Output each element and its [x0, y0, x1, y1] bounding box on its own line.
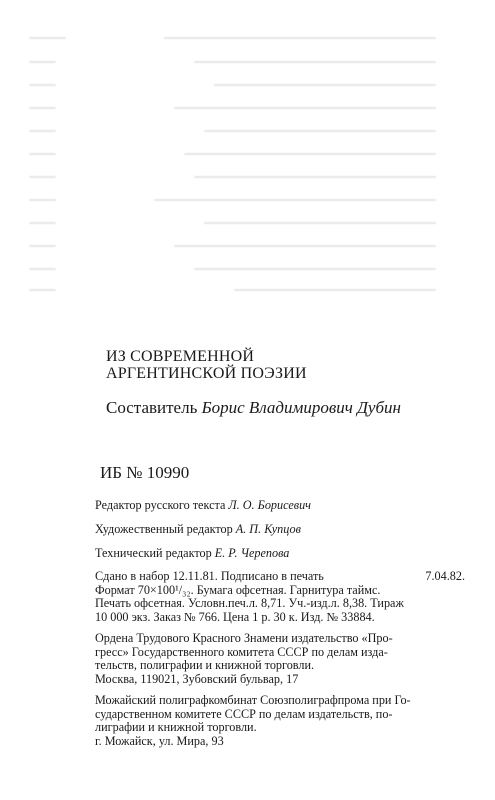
bleed-through-strokes [0, 0, 495, 310]
print-info-sign-date: 7.04.82. [425, 569, 465, 583]
publisher-line-4: Москва, 119021, Зубовский бульвар, 17 [95, 671, 299, 686]
compiler-credit [106, 398, 401, 418]
print-info-dates: Сдано в набор 12.11.81. Подписано в печать [95, 569, 324, 583]
publisher-line-1: Ордена Трудового Красного Знамени издательство «Про- [95, 631, 393, 645]
credit-person: Л. О. Борисевич [228, 498, 311, 512]
credit-role: Художественный редактор [95, 522, 233, 536]
compiler-label: Составитель [106, 398, 198, 417]
credit-line-tech-editor [95, 546, 311, 560]
book-title-line-2: АРГЕНТИНСКОЙ ПОЭЗИИ [106, 365, 307, 382]
printer-line-2: сударственном комитете СССР по делам издательств, по- [95, 706, 393, 721]
printer-line-4: г. Можайск, ул. Мира, 93 [95, 733, 224, 748]
book-title-line-1: ИЗ СОВРЕМЕННОЙ [106, 348, 255, 365]
credit-line-art-editor [95, 522, 311, 536]
compiler-name: Борис Владимирович Дубин [201, 398, 401, 417]
print-info-line-2: Формат 70×100¹/₃₂. Бумага офсетная. Гарнитура таймс. [95, 582, 381, 597]
bleed-through-texture [0, 0, 495, 310]
print-info-line-1 [95, 570, 465, 584]
credit-person: А. П. Купцов [235, 522, 301, 536]
printer-info [95, 694, 465, 748]
ib-number: ИБ № 10990 [100, 463, 190, 482]
publisher-line-2: гресс» Государственного комитета СССР по делам изда- [95, 644, 388, 659]
credit-role: Технический редактор [95, 546, 212, 560]
publisher-info [95, 632, 465, 686]
credit-line-text-editor [95, 498, 311, 512]
printer-line-3: лиграфии и книжной торговли. [95, 720, 257, 734]
printer-line-1: Можайский полиграфкомбинат Союзполиграфпрома при Го- [95, 693, 411, 707]
print-info [95, 570, 465, 624]
print-info-line-4: 10 000 экз. Заказ № 766. Цена 1 р. 30 к. Изд. № 33884. [95, 609, 375, 624]
print-info-line-3: Печать офсетная. Условн.печ.л. 8,71. Уч.-изд.л. 8,38. Тираж [95, 596, 404, 610]
credit-person: Е. Р. Черепова [214, 546, 290, 560]
credit-role: Редактор русского текста [95, 498, 226, 512]
editor-credits [95, 498, 311, 570]
publisher-line-3: тельств, полиграфии и книжной торговли. [95, 658, 315, 672]
imprint-block [95, 570, 465, 756]
book-title [106, 348, 307, 382]
